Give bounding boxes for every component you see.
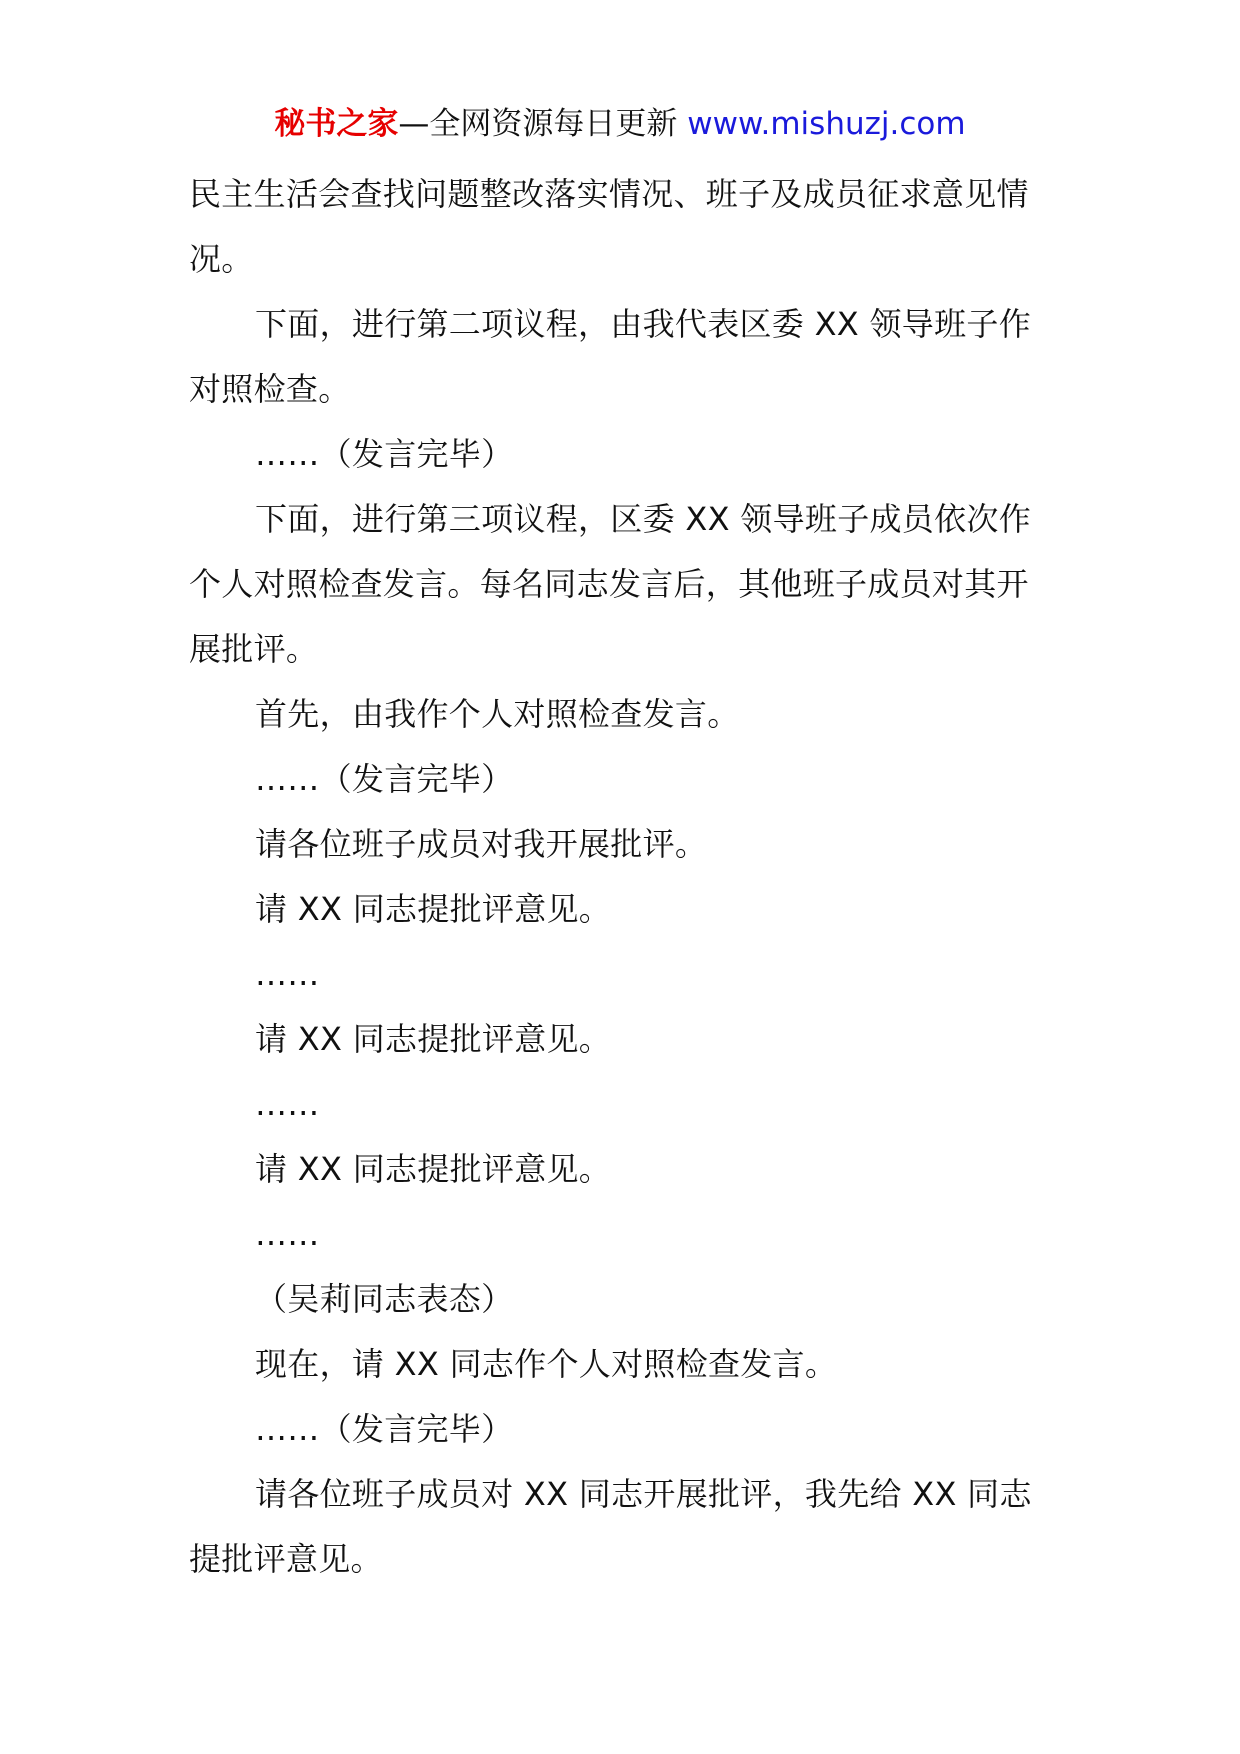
site-url-link[interactable]: www.mishuzj.com: [687, 106, 966, 142]
paragraph: （吴莉同志表态）: [255, 1280, 514, 1318]
paragraph: 请各位班子成员对我开展批评。: [255, 825, 708, 863]
site-header: [0, 104, 1240, 144]
paragraph: ……: [255, 1085, 320, 1123]
document-body: [189, 162, 1059, 1592]
paragraph: ……: [255, 955, 320, 993]
paragraph: 下面，进行第三项议程，区委 XX 领导班子成员依次作个人对照检查发言。每名同志发言后，其他班子成员对其开展批评。: [189, 500, 1031, 668]
paragraph: 现在，请 XX 同志作个人对照检查发言。: [255, 1345, 838, 1383]
paragraph: ……（发言完毕）: [255, 760, 514, 798]
brand-name: 秘书之家: [274, 106, 399, 142]
paragraph: 请 XX 同志提批评意见。: [255, 1150, 612, 1188]
paragraph: 请各位班子成员对 XX 同志开展批评，我先给 XX 同志提批评意见。: [189, 1475, 1032, 1578]
header-tagline: —全网资源每日更新: [398, 106, 678, 142]
paragraph: ……（发言完毕）: [255, 435, 514, 473]
paragraph: ……（发言完毕）: [255, 1410, 514, 1448]
paragraph: 请 XX 同志提批评意见。: [255, 890, 612, 928]
paragraph: 首先，由我作个人对照检查发言。: [255, 695, 740, 733]
paragraph: 民主生活会查找问题整改落实情况、班子及成员征求意见情况。: [189, 175, 1029, 278]
paragraph: ……: [255, 1215, 320, 1253]
paragraph: 下面，进行第二项议程，由我代表区委 XX 领导班子作对照检查。: [189, 305, 1031, 408]
paragraph: 请 XX 同志提批评意见。: [255, 1020, 612, 1058]
